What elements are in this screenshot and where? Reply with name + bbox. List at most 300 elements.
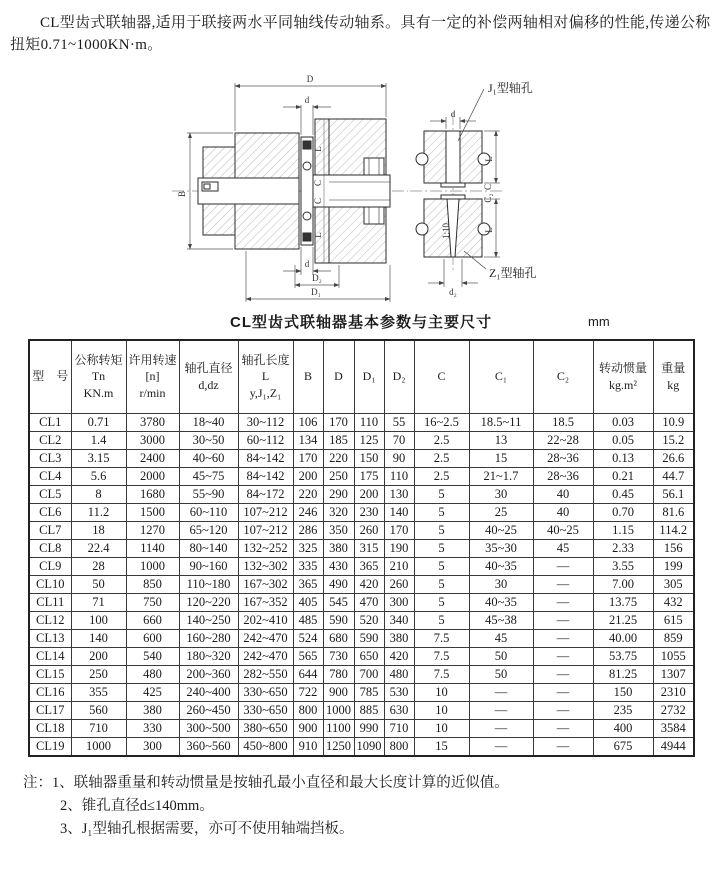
value-cell: 990 [354, 720, 384, 738]
value-cell: 40~35 [469, 558, 533, 576]
value-cell: 2732 [653, 702, 694, 720]
z1-shaft-hole-label: Z₁型轴孔 [489, 265, 537, 280]
value-cell: 300 [126, 738, 179, 756]
column-header: 型 号 [29, 340, 71, 414]
value-cell: — [533, 648, 593, 666]
table-row [29, 630, 694, 648]
value-cell: 3.15 [71, 450, 126, 468]
value-cell: 420 [384, 648, 414, 666]
value-cell: 71 [71, 594, 126, 612]
value-cell: 600 [126, 630, 179, 648]
dim-C-right-label: C [483, 183, 493, 190]
value-cell: 45 [533, 540, 593, 558]
header-row [29, 340, 694, 414]
table-row [29, 666, 694, 684]
value-cell: 260 [354, 522, 384, 540]
value-cell: 900 [323, 684, 354, 702]
value-cell: 750 [126, 594, 179, 612]
table-row [29, 486, 694, 504]
value-cell: 325 [293, 540, 323, 558]
value-cell: 885 [354, 702, 384, 720]
value-cell: 250 [71, 666, 126, 684]
value-cell: 335 [293, 558, 323, 576]
value-cell: 50 [71, 576, 126, 594]
value-cell: 18 [71, 522, 126, 540]
value-cell: 2400 [126, 450, 179, 468]
value-cell: 140 [384, 504, 414, 522]
value-cell: 1.4 [71, 432, 126, 450]
model-cell: CL12 [29, 612, 71, 630]
dim-L-top-label: L [313, 145, 323, 152]
value-cell: 5 [414, 576, 469, 594]
model-cell: CL13 [29, 630, 71, 648]
value-cell: — [533, 594, 593, 612]
value-cell: 81.25 [593, 666, 653, 684]
column-header: 许用转速 [n] r/min [126, 340, 179, 414]
value-cell: 710 [71, 720, 126, 738]
note-line-1 [23, 772, 725, 795]
value-cell: 5.6 [71, 468, 126, 486]
value-cell: 21.25 [593, 612, 653, 630]
value-cell: 132~252 [238, 540, 293, 558]
value-cell: 660 [126, 612, 179, 630]
value-cell: 2000 [126, 468, 179, 486]
value-cell: 40.00 [593, 630, 653, 648]
model-cell: CL16 [29, 684, 71, 702]
value-cell: 132~302 [238, 558, 293, 576]
j1-shaft-hole-label: J₁型轴孔 [488, 80, 533, 95]
value-cell: 30 [469, 486, 533, 504]
value-cell: 420 [354, 576, 384, 594]
dim-B-label: B [177, 190, 187, 197]
value-cell: 13.75 [593, 594, 653, 612]
value-cell: 260 [384, 576, 414, 594]
value-cell: 170 [384, 522, 414, 540]
value-cell: 220 [323, 450, 354, 468]
value-cell: 70 [384, 432, 414, 450]
dim-C-top-label: C [313, 179, 323, 186]
coupling-diagram [158, 61, 718, 309]
table-row [29, 522, 694, 540]
value-cell: 84~172 [238, 486, 293, 504]
value-cell: 7.5 [414, 648, 469, 666]
value-cell: 520 [354, 612, 384, 630]
column-header: D₁ [354, 340, 384, 414]
value-cell: 0.21 [593, 468, 653, 486]
value-cell: 5 [414, 558, 469, 576]
model-cell: CL4 [29, 468, 71, 486]
value-cell: 450~800 [238, 738, 293, 756]
value-cell: 10 [414, 684, 469, 702]
value-cell: — [469, 738, 533, 756]
value-cell: 30~112 [238, 414, 293, 432]
value-cell: 202~410 [238, 612, 293, 630]
value-cell: 15.2 [653, 432, 694, 450]
taper-label: 1:10 [441, 222, 451, 239]
value-cell: 40~25 [469, 522, 533, 540]
value-cell: 680 [323, 630, 354, 648]
value-cell: 242~470 [238, 648, 293, 666]
value-cell: 5 [414, 504, 469, 522]
table-row [29, 684, 694, 702]
value-cell: 850 [126, 576, 179, 594]
value-cell: 15 [414, 738, 469, 756]
value-cell: 350 [323, 522, 354, 540]
dim-D-label: D [306, 73, 314, 84]
value-cell: 330 [126, 720, 179, 738]
value-cell: 470 [354, 594, 384, 612]
spec-table [28, 339, 695, 757]
value-cell: 590 [354, 630, 384, 648]
value-cell: 2.5 [414, 450, 469, 468]
model-cell: CL18 [29, 720, 71, 738]
value-cell: 7.5 [414, 630, 469, 648]
value-cell: 630 [384, 702, 414, 720]
value-cell: 300 [384, 594, 414, 612]
value-cell: 80~140 [179, 540, 238, 558]
table-row [29, 540, 694, 558]
value-cell: 22.4 [71, 540, 126, 558]
value-cell: 485 [293, 612, 323, 630]
dim-dz-label: d₂ [449, 286, 457, 297]
value-cell: 50 [469, 648, 533, 666]
value-cell: 140~250 [179, 612, 238, 630]
value-cell: 0.70 [593, 504, 653, 522]
value-cell: — [533, 630, 593, 648]
value-cell: 140 [71, 630, 126, 648]
right-view-section [410, 113, 503, 273]
value-cell: 2.5 [414, 468, 469, 486]
value-cell: 18.5 [533, 414, 593, 432]
table-title-row [28, 311, 694, 333]
note-item-1: 1、联轴器重量和转动惯量是按轴孔最小直径和最大长度计算的近似值。 [52, 774, 509, 791]
value-cell: 432 [653, 594, 694, 612]
value-cell: 60~110 [179, 504, 238, 522]
model-cell: CL11 [29, 594, 71, 612]
value-cell: 180~320 [179, 648, 238, 666]
value-cell: 210 [384, 558, 414, 576]
value-cell: 125 [354, 432, 384, 450]
value-cell: 100 [71, 612, 126, 630]
value-cell: 240~400 [179, 684, 238, 702]
table-unit: mm [588, 313, 610, 329]
value-cell: 44.7 [653, 468, 694, 486]
value-cell: 5 [414, 540, 469, 558]
model-cell: CL10 [29, 576, 71, 594]
value-cell: 1090 [354, 738, 384, 756]
value-cell: 167~302 [238, 576, 293, 594]
value-cell: 45~38 [469, 612, 533, 630]
note-line-2: 2、锥孔直径d≤140mm。 [60, 797, 214, 814]
value-cell: 2310 [653, 684, 694, 702]
value-cell: 242~470 [238, 630, 293, 648]
value-cell: 1000 [323, 702, 354, 720]
dim-L-right-top-label: L [484, 155, 494, 162]
value-cell: 545 [323, 594, 354, 612]
value-cell: 130 [384, 486, 414, 504]
value-cell: 10 [414, 720, 469, 738]
value-cell: 710 [384, 720, 414, 738]
value-cell: 380 [126, 702, 179, 720]
value-cell: 315 [354, 540, 384, 558]
value-cell: 859 [653, 630, 694, 648]
dim-d-top-label: d [304, 94, 310, 105]
value-cell: 380 [384, 630, 414, 648]
value-cell: 200 [293, 468, 323, 486]
value-cell: 3584 [653, 720, 694, 738]
value-cell: — [469, 702, 533, 720]
table-row [29, 702, 694, 720]
value-cell: 355 [71, 684, 126, 702]
value-cell: 365 [293, 576, 323, 594]
value-cell: 167~352 [238, 594, 293, 612]
value-cell: 565 [293, 648, 323, 666]
dim-L-bottom-label: L [313, 231, 323, 238]
column-header: 轴孔直径 d,dz [179, 340, 238, 414]
value-cell: 45 [469, 630, 533, 648]
value-cell: 365 [354, 558, 384, 576]
value-cell: — [533, 576, 593, 594]
model-cell: CL14 [29, 648, 71, 666]
table-row [29, 612, 694, 630]
value-cell: 1000 [71, 738, 126, 756]
model-cell: CL19 [29, 738, 71, 756]
value-cell: 15 [469, 450, 533, 468]
value-cell: 200 [71, 648, 126, 666]
value-cell: 65~120 [179, 522, 238, 540]
table-row [29, 558, 694, 576]
value-cell: 107~212 [238, 522, 293, 540]
value-cell: 2.5 [414, 432, 469, 450]
value-cell: 84~142 [238, 468, 293, 486]
column-header: C [414, 340, 469, 414]
value-cell: 910 [293, 738, 323, 756]
value-cell: 0.45 [593, 486, 653, 504]
value-cell: 150 [354, 450, 384, 468]
table-row [29, 468, 694, 486]
value-cell: 700 [354, 666, 384, 684]
column-header: 重量 kg [653, 340, 694, 414]
value-cell: 3.55 [593, 558, 653, 576]
value-cell: 1307 [653, 666, 694, 684]
value-cell: 90~160 [179, 558, 238, 576]
column-header: 转动惯量 kg.m² [593, 340, 653, 414]
table-row [29, 414, 694, 432]
value-cell: 170 [323, 414, 354, 432]
value-cell: 110 [354, 414, 384, 432]
notes-prefix: 注： [23, 774, 52, 791]
value-cell: 13 [469, 432, 533, 450]
value-cell: 425 [126, 684, 179, 702]
value-cell: 4944 [653, 738, 694, 756]
value-cell: 780 [323, 666, 354, 684]
notes-section [23, 772, 725, 842]
model-cell: CL9 [29, 558, 71, 576]
column-header: D₂ [384, 340, 414, 414]
value-cell: — [533, 666, 593, 684]
value-cell: 250 [323, 468, 354, 486]
value-cell: 305 [653, 576, 694, 594]
value-cell: 650 [354, 648, 384, 666]
value-cell: 190 [384, 540, 414, 558]
table-row [29, 648, 694, 666]
value-cell: 60~112 [238, 432, 293, 450]
dim-D2-label: D₂ [312, 272, 322, 283]
value-cell: 540 [126, 648, 179, 666]
model-cell: CL3 [29, 450, 71, 468]
value-cell: 56.1 [653, 486, 694, 504]
table-row [29, 594, 694, 612]
value-cell: 55 [384, 414, 414, 432]
column-header: B [293, 340, 323, 414]
model-cell: CL15 [29, 666, 71, 684]
model-cell: CL17 [29, 702, 71, 720]
model-cell: CL8 [29, 540, 71, 558]
value-cell: 785 [354, 684, 384, 702]
value-cell: 730 [323, 648, 354, 666]
value-cell: 330~650 [238, 684, 293, 702]
left-view-section [172, 119, 408, 263]
table-row [29, 576, 694, 594]
table-row [29, 432, 694, 450]
value-cell: 246 [293, 504, 323, 522]
value-cell: 40 [533, 486, 593, 504]
value-cell: 524 [293, 630, 323, 648]
intro-paragraph: CL型齿式联轴器,适用于联接两水平同轴线传动轴系。具有一定的补偿两轴相对偏移的性能,传递公称扭矩0.71~1000KN·m。 [10, 15, 711, 53]
value-cell: 1270 [126, 522, 179, 540]
value-cell: 160~280 [179, 630, 238, 648]
value-cell: 28~36 [533, 450, 593, 468]
value-cell: 530 [384, 684, 414, 702]
value-cell: 380 [323, 540, 354, 558]
page [0, 13, 725, 841]
value-cell: 615 [653, 612, 694, 630]
value-cell: 1500 [126, 504, 179, 522]
table-title: CL型齿式联轴器基本参数与主要尺寸 [230, 313, 492, 331]
value-cell: 81.6 [653, 504, 694, 522]
value-cell: — [533, 558, 593, 576]
value-cell: 2.33 [593, 540, 653, 558]
value-cell: 590 [323, 612, 354, 630]
value-cell: 300~500 [179, 720, 238, 738]
column-header: C₂ [533, 340, 593, 414]
value-cell: 150 [593, 684, 653, 702]
value-cell: 53.75 [593, 648, 653, 666]
value-cell: 107~212 [238, 504, 293, 522]
value-cell: 490 [323, 576, 354, 594]
value-cell: 18~40 [179, 414, 238, 432]
table-row [29, 450, 694, 468]
table-row [29, 720, 694, 738]
value-cell: 199 [653, 558, 694, 576]
value-cell: 22~28 [533, 432, 593, 450]
value-cell: 25 [469, 504, 533, 522]
value-cell: 110 [384, 468, 414, 486]
value-cell: 480 [384, 666, 414, 684]
value-cell: 3000 [126, 432, 179, 450]
value-cell: 3780 [126, 414, 179, 432]
value-cell: 45~75 [179, 468, 238, 486]
value-cell: 18.5~11 [469, 414, 533, 432]
value-cell: 675 [593, 738, 653, 756]
value-cell: 28 [71, 558, 126, 576]
value-cell: 560 [71, 702, 126, 720]
value-cell: 35~30 [469, 540, 533, 558]
dim-d-bottom-label: d [304, 258, 310, 269]
value-cell: 170 [293, 450, 323, 468]
value-cell: 286 [293, 522, 323, 540]
value-cell: 1140 [126, 540, 179, 558]
value-cell: 1000 [126, 558, 179, 576]
value-cell: 10 [414, 702, 469, 720]
value-cell: 5 [414, 522, 469, 540]
value-cell: 290 [323, 486, 354, 504]
value-cell: 722 [293, 684, 323, 702]
value-cell: 134 [293, 432, 323, 450]
value-cell: 430 [323, 558, 354, 576]
value-cell: 40 [533, 504, 593, 522]
value-cell: 1.15 [593, 522, 653, 540]
value-cell: 90 [384, 450, 414, 468]
value-cell: — [533, 702, 593, 720]
value-cell: 330~650 [238, 702, 293, 720]
value-cell: 50 [469, 666, 533, 684]
column-header: D [323, 340, 354, 414]
value-cell: 106 [293, 414, 323, 432]
value-cell: 8 [71, 486, 126, 504]
note-line-3: 3、J₁型轴孔根据需要，亦可不使用轴端挡板。 [60, 820, 354, 837]
value-cell: 30~50 [179, 432, 238, 450]
coupling-drawing-svg [158, 61, 718, 309]
value-cell: 360~560 [179, 738, 238, 756]
value-cell: — [533, 720, 593, 738]
value-cell: 40~60 [179, 450, 238, 468]
value-cell: 230 [354, 504, 384, 522]
value-cell: 55~90 [179, 486, 238, 504]
value-cell: 800 [293, 702, 323, 720]
value-cell: 10.9 [653, 414, 694, 432]
value-cell: 405 [293, 594, 323, 612]
value-cell: 282~550 [238, 666, 293, 684]
dim-C2-right-label: C₂ [483, 192, 493, 203]
value-cell: 26.6 [653, 450, 694, 468]
value-cell: 644 [293, 666, 323, 684]
value-cell: 175 [354, 468, 384, 486]
model-cell: CL2 [29, 432, 71, 450]
value-cell: 900 [293, 720, 323, 738]
value-cell: 1680 [126, 486, 179, 504]
spec-table-body [29, 414, 694, 756]
dim-L-right-bottom-label: L [484, 226, 494, 233]
value-cell: — [469, 684, 533, 702]
value-cell: 320 [323, 504, 354, 522]
value-cell: 5 [414, 612, 469, 630]
value-cell: 380~650 [238, 720, 293, 738]
value-cell: 0.03 [593, 414, 653, 432]
column-header: 公称转矩 Tn KN.m [71, 340, 126, 414]
value-cell: 114.2 [653, 522, 694, 540]
value-cell: — [533, 738, 593, 756]
value-cell: 28~36 [533, 468, 593, 486]
table-row [29, 504, 694, 522]
value-cell: 21~1.7 [469, 468, 533, 486]
value-cell: — [533, 612, 593, 630]
value-cell: 0.71 [71, 414, 126, 432]
model-cell: CL6 [29, 504, 71, 522]
value-cell: 5 [414, 486, 469, 504]
value-cell: 5 [414, 594, 469, 612]
value-cell: 40~25 [533, 522, 593, 540]
